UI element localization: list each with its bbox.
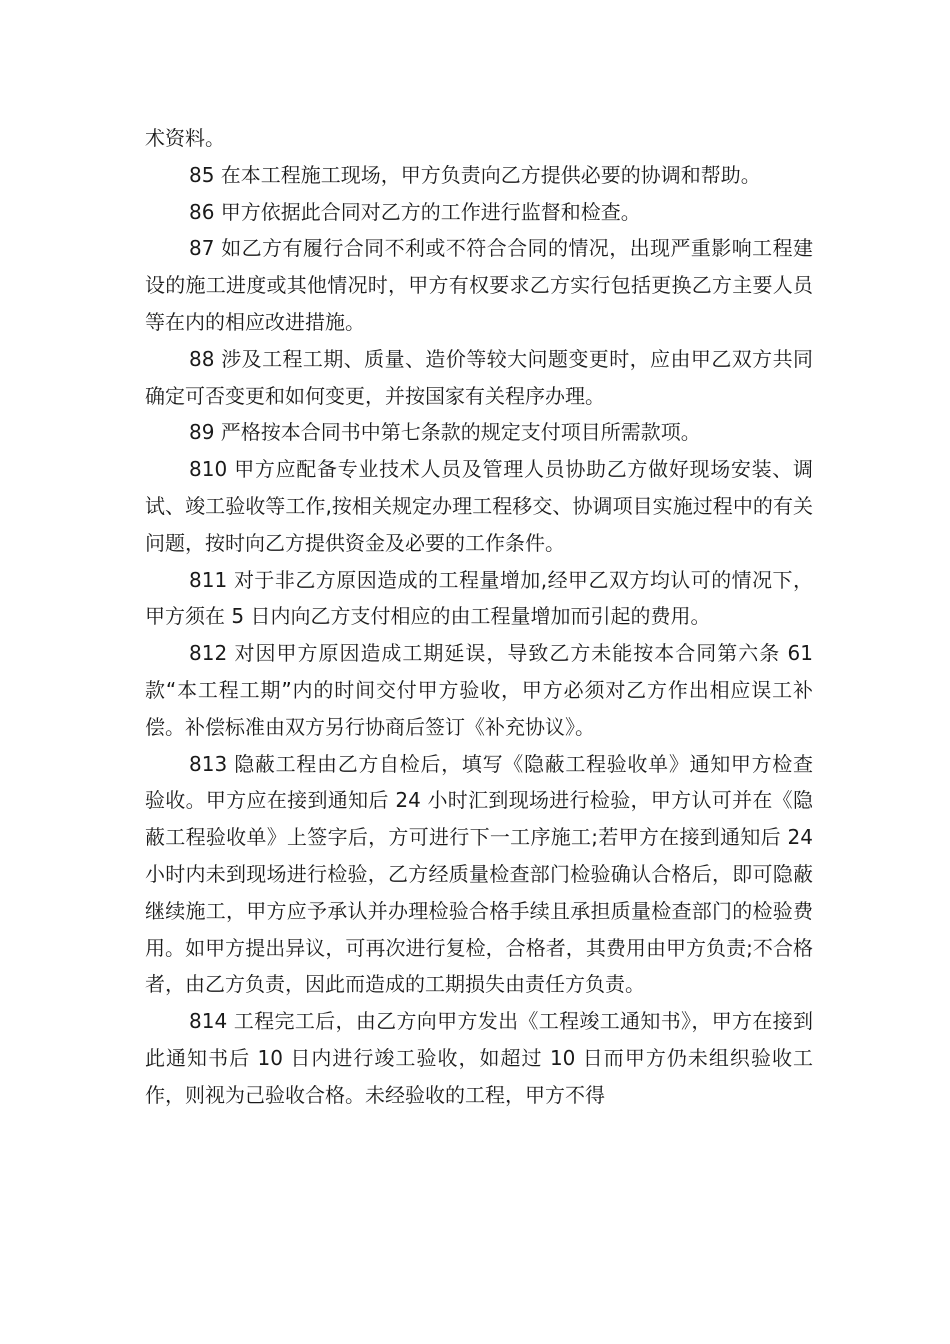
clause-89: 89 严格按本合同书中第七条款的规定支付项目所需款项。: [189, 420, 701, 445]
clause-85: 85 在本工程施工现场，甲方负责向乙方提供必要的协调和帮助。: [189, 162, 761, 187]
clause-812: 812 对因甲方原因造成工期延误，导致乙方未能按本合同第六条 61 款“本工程工期”内的时间交付甲方验收，甲方必须对乙方作出相应误工补偿。补偿标准由双方另行协商后签订《补充协议》。: [145, 641, 813, 739]
clause-88: 88 涉及工程工期、质量、造价等较大问题变更时，应由甲乙双方共同确定可否变更和如何变更，并按国家有关程序办理。: [145, 346, 813, 408]
clause-811: 811 对于非乙方原因造成的工程量增加,经甲乙双方均认可的情况下，甲方须在 5 日内向乙方支付相应的由工程量增加而引起的费用。: [145, 567, 813, 629]
document-body: [145, 120, 813, 1114]
clause-814: 814 工程完工后，由乙方向甲方发出《工程竣工通知书》，甲方在接到此通知书后 10 日内进行竣工验收，如超过 10 日而甲方仍未组织验收工作，则视为己验收合格。未经验收的工程，甲方不得: [145, 1009, 813, 1107]
clause-813: 813 隐蔽工程由乙方自检后，填写《隐蔽工程验收单》通知甲方检查验收。甲方应在接到通知后 24 小时汇到现场进行检验，甲方认可并在《隐蔽工程验收单》上签字后，方可进行下一工序施工;若甲方在接到通知后 24 小时内未到现场进行检验，乙方经质量检查部门检验确认合格后，即可隐蔽继续施工，甲方应予承认并办理检验合格手续且承担质量检查部门的检验费用。如甲方提出异议，可再次进行复检，合格者，其费用由甲方负责;不合格者，由乙方负责，因此而造成的工期损失由责任方负责。: [145, 751, 813, 997]
clause-810: 810 甲方应配备专业技术人员及管理人员协助乙方做好现场安装、调试、竣工验收等工作,按相关规定办理工程移交、协调项目实施过程中的有关问题，按时向乙方提供资金及必要的工作条件。: [145, 457, 813, 555]
clause-86: 86 甲方依据此合同对乙方的工作进行监督和检查。: [189, 199, 641, 224]
paragraph-continuation: 术资料。: [145, 126, 225, 150]
clause-87: 87 如乙方有履行合同不利或不符合合同的情况，出现严重影响工程建设的施工进度或其他情况时，甲方有权要求乙方实行包括更换乙方主要人员等在内的相应改进措施。: [145, 236, 813, 334]
